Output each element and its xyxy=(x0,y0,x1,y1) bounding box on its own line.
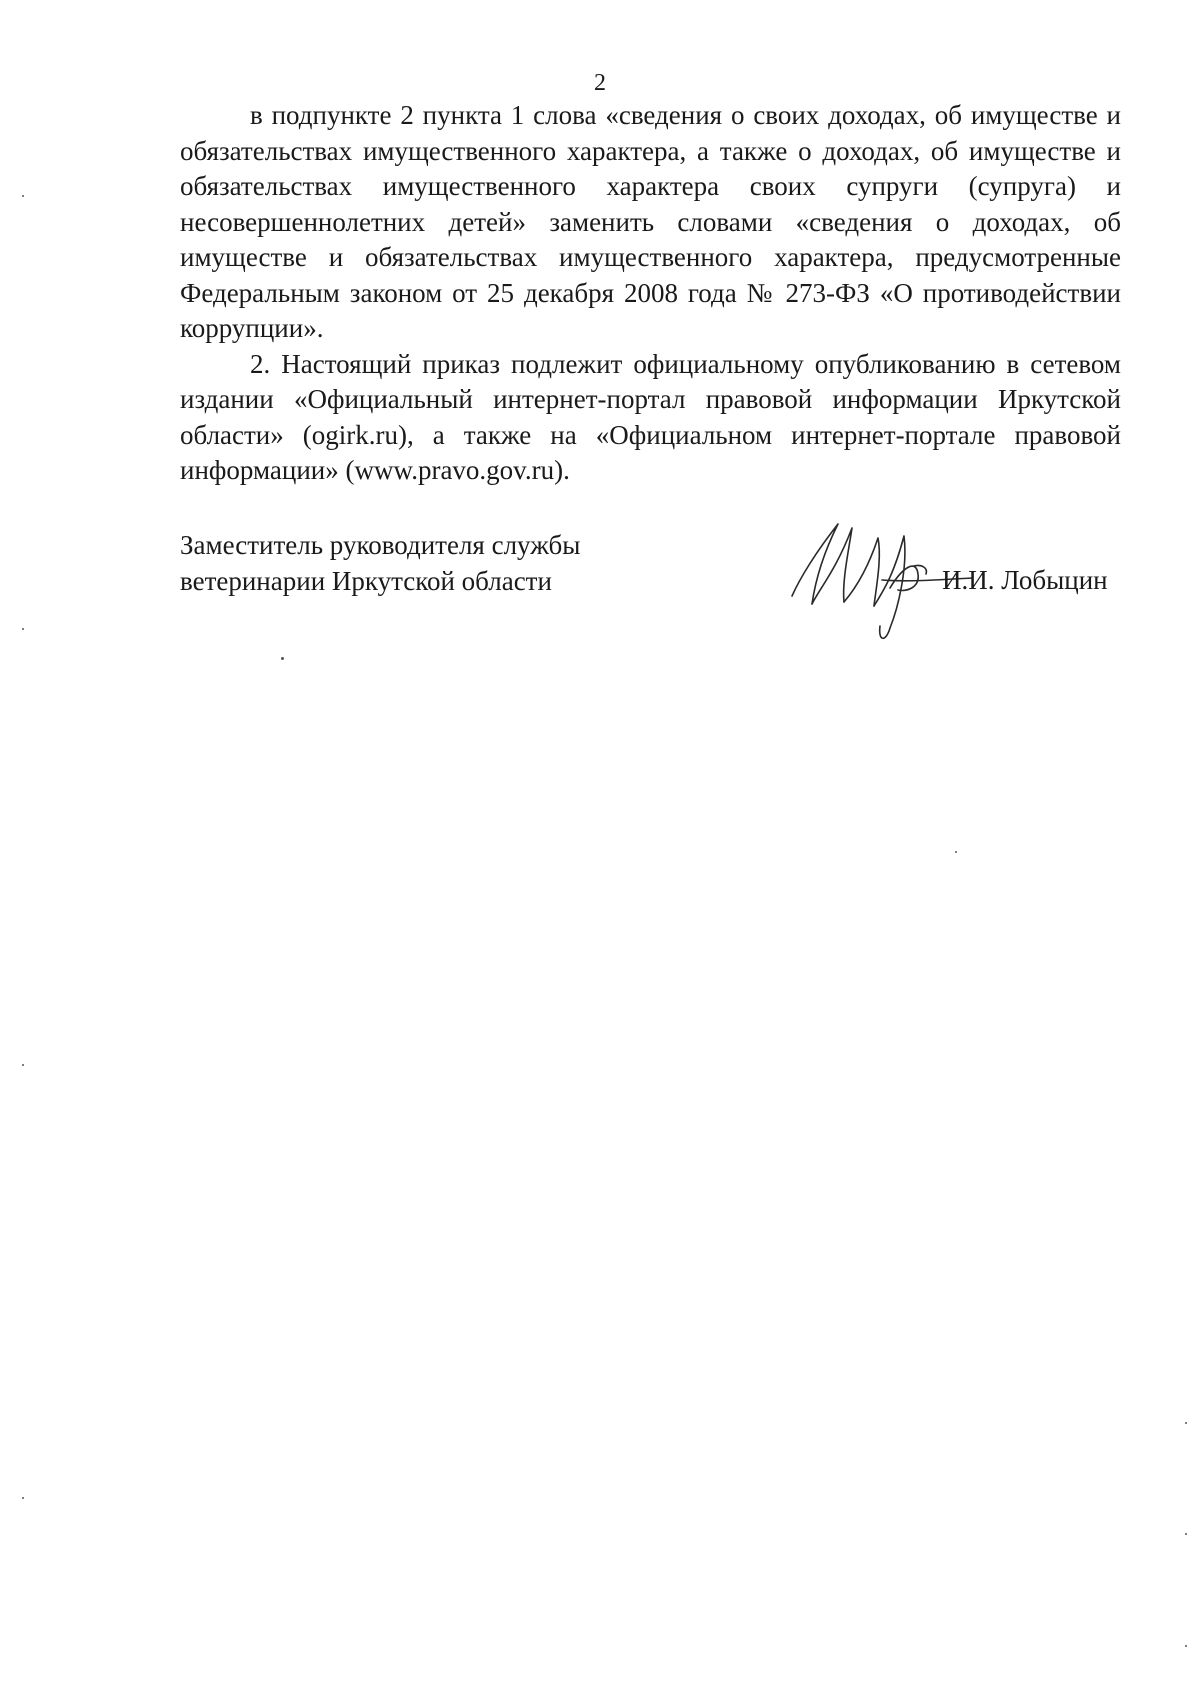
scan-speck xyxy=(22,1497,24,1499)
paragraph-amendment: в подпункте 2 пункта 1 слова «сведения о своих доходах, об имуществе и обязательствах имущественного характера, а также о доходах, об имуществе и обязательствах имущественного характера своих супруги (супруга) и несовершеннолетних детей» заменить словами «сведения о доходах, об имуществе и обязательствах имущественного характера, предусмотренные Федеральным законом от 25 декабря 2008 года № 273-ФЗ «О противодействии коррупции». xyxy=(180,100,1121,343)
paragraph-publication: 2. Настоящий приказ подлежит официальному опубликованию в сетевом издании «Официальный интернет-портал правовой информации Иркутской области» (ogirk.ru), а также на «Официальном интернет-портале правовой информации» (www.pravo.gov.ru). xyxy=(180,348,1121,485)
scan-speck xyxy=(955,851,957,853)
scan-speck xyxy=(22,195,24,197)
scan-speck xyxy=(281,657,284,660)
signer-name: И.И. Лобыцин xyxy=(942,565,1108,595)
scan-speck xyxy=(1185,1533,1187,1535)
scan-speck xyxy=(1185,1645,1187,1647)
scan-speck xyxy=(22,628,24,630)
page-number: 2 xyxy=(594,70,606,96)
document-body xyxy=(180,98,1121,489)
signatory-position xyxy=(180,528,580,599)
scan-speck xyxy=(1185,1422,1187,1424)
position-line-2: ветеринарии Иркутской области xyxy=(180,565,552,596)
position-line-1: Заместитель руководителя службы xyxy=(180,530,581,560)
scan-speck xyxy=(22,1064,24,1066)
